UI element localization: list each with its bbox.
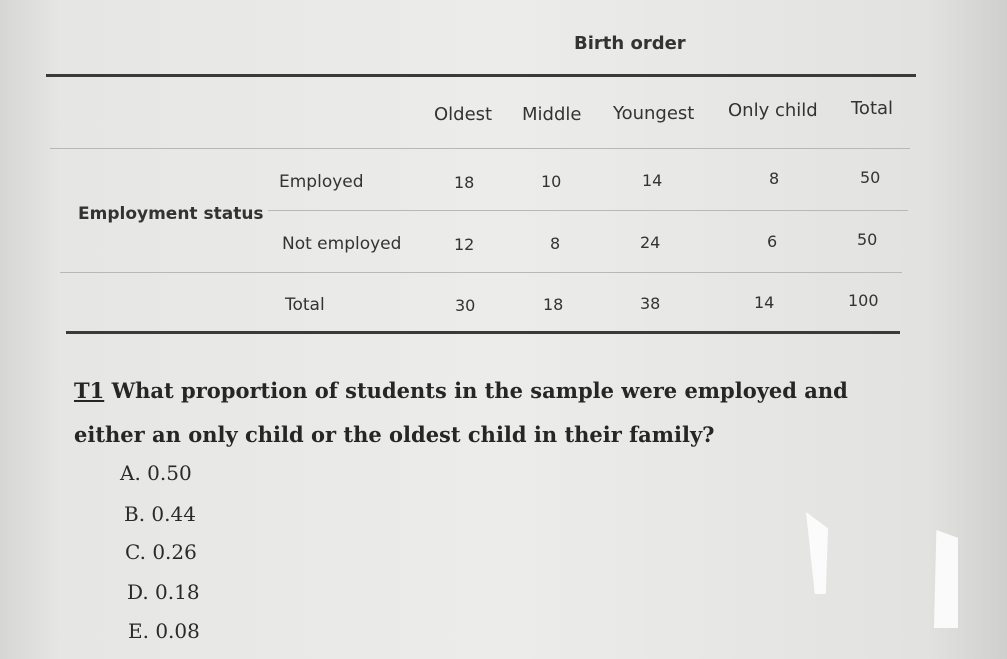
column-header-middle: Middle	[522, 104, 582, 125]
cell-not-employed-total: 50	[857, 230, 878, 249]
glare-mark-1	[806, 512, 828, 594]
cell-total-total: 100	[848, 291, 879, 310]
row-label-employed: Employed	[279, 172, 364, 192]
cell-employed-total: 50	[860, 168, 881, 187]
cell-total-only-child: 14	[754, 293, 775, 312]
cell-not-employed-oldest: 12	[454, 235, 475, 254]
question-text-1: What proportion of students in the sample were employed and	[111, 378, 848, 403]
cell-not-employed-only-child: 6	[767, 232, 778, 251]
option-c[interactable]	[125, 540, 197, 564]
option-a-letter: A.	[120, 461, 141, 485]
cell-total-middle: 18	[543, 295, 564, 314]
cell-not-employed-youngest: 24	[640, 233, 661, 252]
top-rule	[46, 74, 916, 77]
option-d-value: 0.18	[155, 580, 200, 604]
column-header-total: Total	[851, 98, 894, 119]
header-divider	[50, 148, 910, 149]
option-a-value: 0.50	[147, 461, 192, 485]
row-group-label: Employment status	[78, 204, 264, 224]
option-b-letter: B.	[124, 502, 146, 526]
option-c-value: 0.26	[152, 540, 197, 564]
question-line-2: either an only child or the oldest child in their family?	[74, 422, 715, 447]
cell-employed-youngest: 14	[642, 171, 663, 190]
column-header-only-child: Only child	[728, 100, 818, 121]
option-e-letter: E.	[128, 619, 149, 643]
option-e-value: 0.08	[155, 619, 200, 643]
question-number: T1	[74, 378, 105, 403]
option-e[interactable]	[128, 619, 200, 643]
row-divider-1	[268, 210, 908, 211]
cell-total-oldest: 30	[455, 296, 476, 315]
table-title: Birth order	[574, 33, 686, 54]
cell-employed-only-child: 8	[769, 169, 780, 188]
question-line-1	[74, 378, 848, 403]
option-b-value: 0.44	[151, 502, 196, 526]
cell-total-youngest: 38	[640, 294, 661, 313]
option-a[interactable]	[120, 461, 192, 485]
row-divider-2	[60, 272, 902, 273]
row-label-not-employed: Not employed	[282, 234, 402, 254]
option-d[interactable]	[127, 580, 200, 604]
option-b[interactable]	[124, 502, 196, 526]
cell-employed-oldest: 18	[454, 173, 475, 192]
bottom-rule	[66, 331, 900, 334]
column-header-oldest: Oldest	[434, 104, 493, 125]
cell-employed-middle: 10	[541, 172, 562, 191]
glare-mark-2	[934, 530, 958, 628]
option-d-letter: D.	[127, 580, 149, 604]
row-label-total: Total	[285, 295, 325, 315]
column-header-youngest: Youngest	[613, 103, 695, 124]
option-c-letter: C.	[125, 540, 146, 564]
cell-not-employed-middle: 8	[550, 234, 561, 253]
